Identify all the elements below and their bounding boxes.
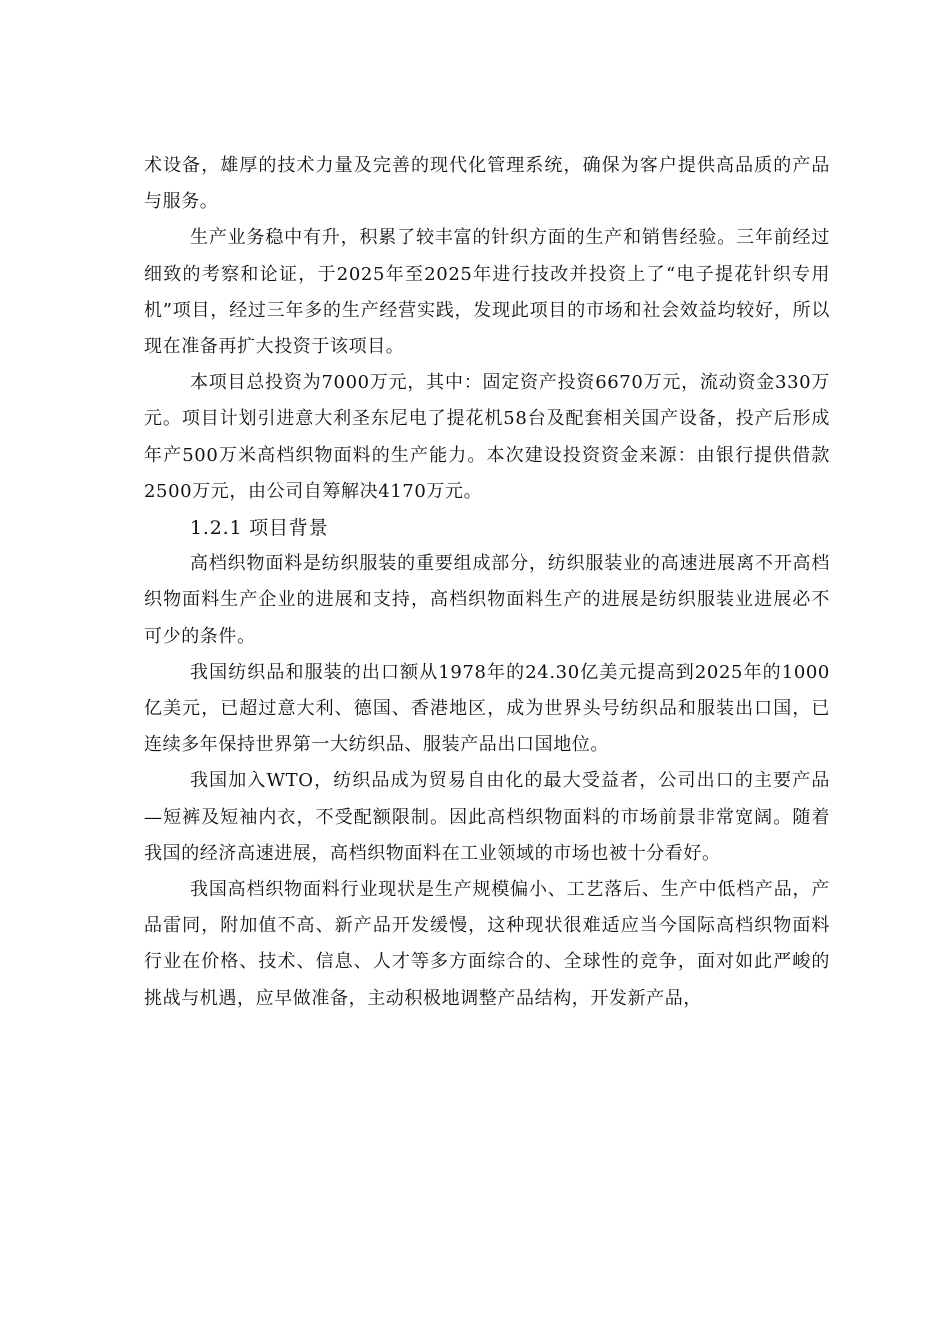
paragraph-background-3: 我国加入WTO，纺织品成为贸易自由化的最大受益者，公司出口的主要产品—短裤及短袖内衣，不受配额限制。因此高档织物面料的市场前景非常宽阔。随着我国的经济高速进展，高档织物面料在工业领域的市场也被十分看好。 bbox=[144, 770, 830, 864]
document-body bbox=[144, 148, 830, 1017]
paragraph-continuation: 术设备，雄厚的技术力量及完善的现代化管理系统，确保为客户提供高品质的产品与服务。 bbox=[144, 155, 830, 213]
paragraph-investment: 本项目总投资为7000万元，其中：固定资产投资6670万元，流动资金330万元。项目计划引进意大利圣东尼电了提花机58台及配套相关国产设备，投产后形成年产500万米高档织物面料的生产能力。本次建设投资资金来源：由银行提供借款2500万元，由公司自筹解决4170万元。 bbox=[144, 372, 830, 502]
paragraph-background-1: 高档织物面料是纺织服装的重要组成部分，纺织服装业的高速进展离不开高档织物面料生产企业的进展和支持，高档织物面料生产的进展是纺织服装业进展必不可少的条件。 bbox=[144, 553, 830, 647]
paragraph-background-4: 我国高档织物面料行业现状是生产规模偏小、工艺落后、生产中低档产品，产品雷同，附加值不高、新产品开发缓慢，这种现状很难适应当今国际高档织物面料行业在价格、技术、信息、人才等多方面综合的、全球性的竞争，面对如此严峻的挑战与机遇，应早做准备，主动积极地调整产品结构，开发新产品， bbox=[144, 879, 830, 1009]
section-heading: 1.2.1 项目背景 bbox=[190, 517, 329, 540]
paragraph-background-2: 我国纺织品和服装的出口额从1978年的24.30亿美元提高到2025年的1000亿美元，已超过意大利、德国、香港地区，成为世界头号纺织品和服装出口国，已连续多年保持世界第一大纺织品、服装产品出口国地位。 bbox=[144, 661, 830, 756]
paragraph-production: 生产业务稳中有升，积累了较丰富的针织方面的生产和销售经验。三年前经过细致的考察和论证，于2025年至2025年进行技改并投资上了“电子提花针织专用机”项目，经过三年多的生产经营实践，发现此项目的市场和社会效益均较好，所以现在准备再扩大投资于该项目。 bbox=[144, 227, 830, 358]
